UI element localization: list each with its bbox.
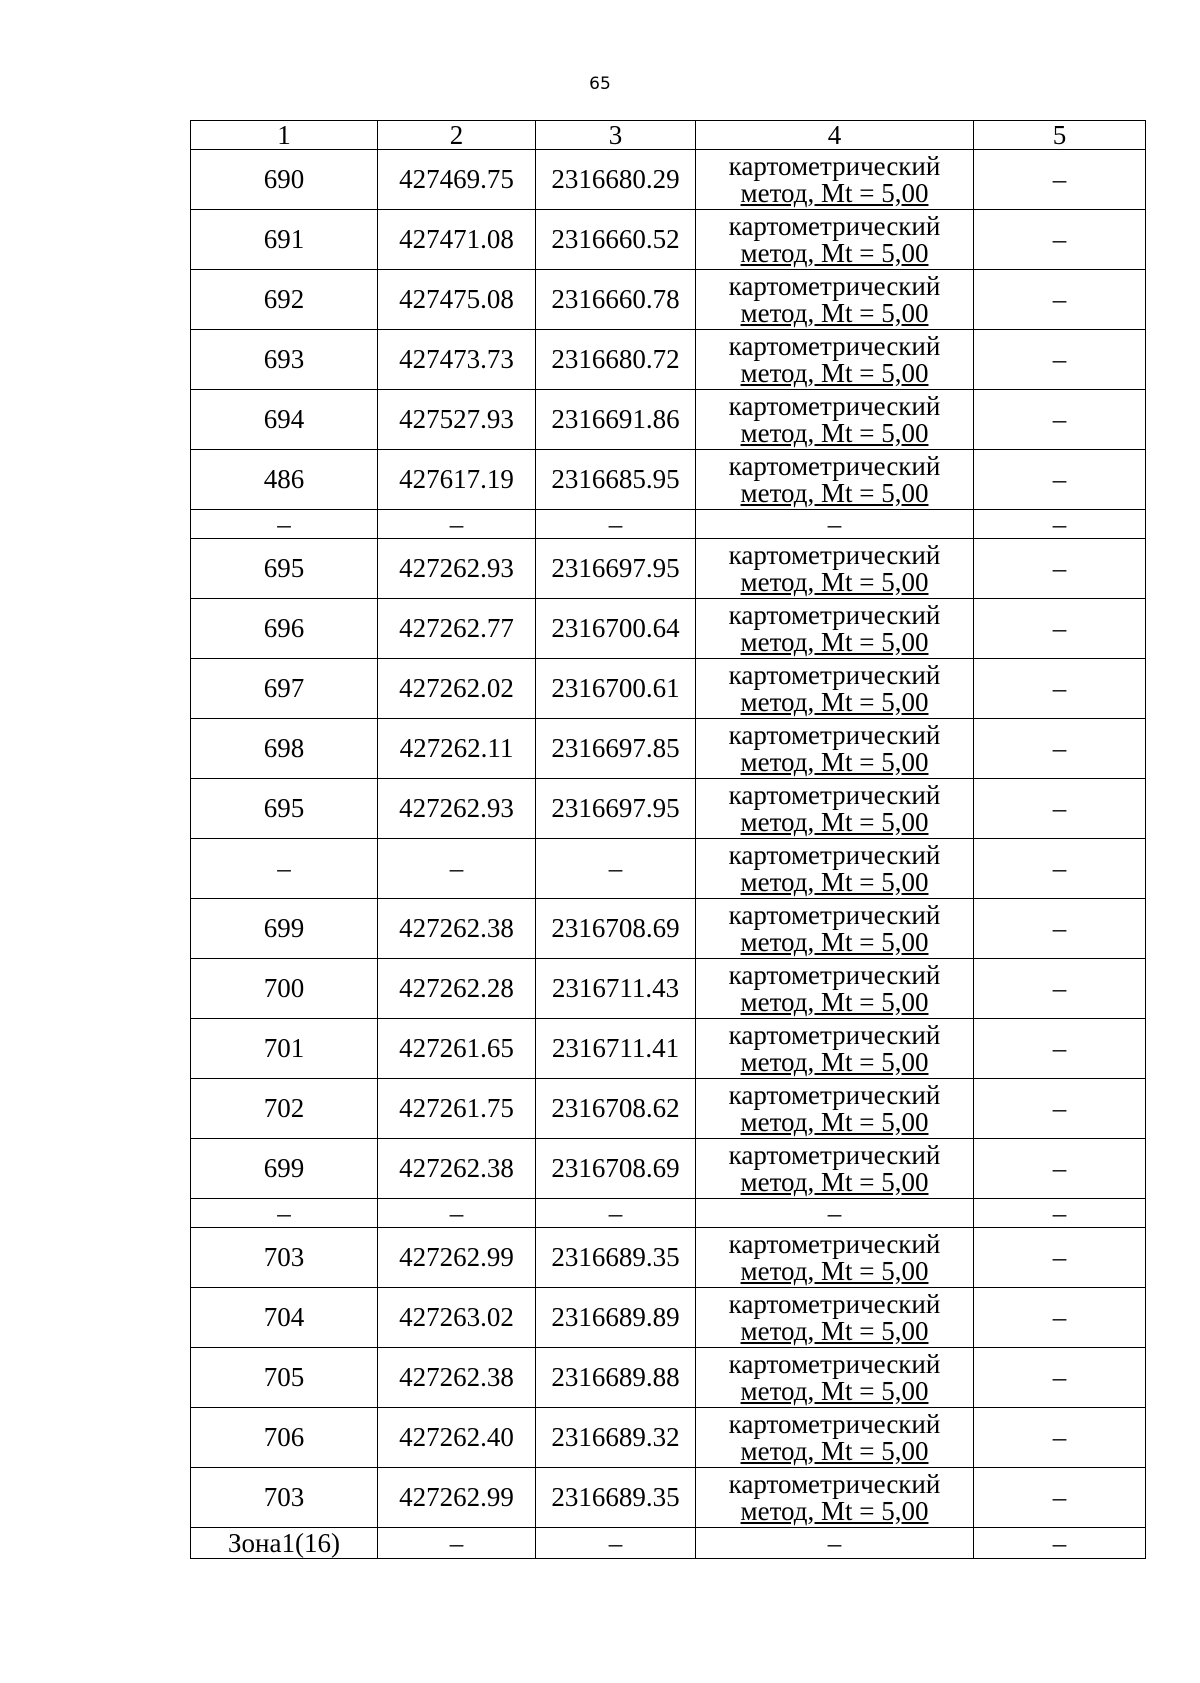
x-coordinate-cell: 427262.11 xyxy=(378,719,536,779)
x-coordinate-cell: 427527.93 xyxy=(378,390,536,450)
note-cell: – xyxy=(974,659,1146,719)
point-number-cell: 695 xyxy=(191,779,378,839)
method-line-1: картометрический xyxy=(728,390,941,421)
note-cell: – xyxy=(974,150,1146,210)
y-coordinate-cell: 2316697.95 xyxy=(536,779,696,839)
y-coordinate-cell: 2316689.88 xyxy=(536,1348,696,1408)
x-coordinate-cell: – xyxy=(378,1528,536,1559)
header-cell-5: 5 xyxy=(974,121,1146,150)
note-cell: – xyxy=(974,1528,1146,1559)
method-line-1: картометрический xyxy=(728,210,941,241)
method-line-2: метод, Mt = 5,00 xyxy=(740,566,929,597)
note-cell: – xyxy=(974,210,1146,270)
method-cell xyxy=(696,959,974,1019)
method-line-1: картометрический xyxy=(728,450,941,481)
method-cell xyxy=(696,899,974,959)
method-line-2: метод, Mt = 5,00 xyxy=(740,746,929,777)
y-coordinate-cell: – xyxy=(536,839,696,899)
method-line-2: метод, Mt = 5,00 xyxy=(740,1315,929,1346)
point-number-cell: 704 xyxy=(191,1288,378,1348)
method-cell xyxy=(696,1288,974,1348)
method-line-1: картометрический xyxy=(728,270,941,301)
table-row xyxy=(191,150,1146,210)
x-coordinate-cell: 427262.99 xyxy=(378,1468,536,1528)
method-cell xyxy=(696,450,974,510)
point-number-cell: 696 xyxy=(191,599,378,659)
y-coordinate-cell: 2316708.62 xyxy=(536,1079,696,1139)
y-coordinate-cell: – xyxy=(536,1528,696,1559)
method-line-1: картометрический xyxy=(728,1408,941,1439)
method-line-1: картометрический xyxy=(728,330,941,361)
table-row xyxy=(191,270,1146,330)
note-cell: – xyxy=(974,1348,1146,1408)
x-coordinate-cell: 427262.99 xyxy=(378,1228,536,1288)
y-coordinate-cell: 2316711.41 xyxy=(536,1019,696,1079)
method-line-1: картометрический xyxy=(728,899,941,930)
table-row xyxy=(191,959,1146,1019)
point-number-cell: 693 xyxy=(191,330,378,390)
method-cell xyxy=(696,1228,974,1288)
table-row xyxy=(191,390,1146,450)
method-cell xyxy=(696,719,974,779)
x-coordinate-cell: 427471.08 xyxy=(378,210,536,270)
header-cell-1: 1 xyxy=(191,121,378,150)
x-coordinate-cell: – xyxy=(378,1199,536,1228)
x-coordinate-cell: 427262.38 xyxy=(378,1139,536,1199)
method-line-2: метод, Mt = 5,00 xyxy=(740,866,929,897)
method-cell xyxy=(696,1408,974,1468)
method-line-2: метод, Mt = 5,00 xyxy=(740,986,929,1017)
y-coordinate-cell: 2316700.64 xyxy=(536,599,696,659)
y-coordinate-cell: – xyxy=(536,510,696,539)
method-line-2: метод, Mt = 5,00 xyxy=(740,1435,929,1466)
table-row xyxy=(191,659,1146,719)
x-coordinate-cell: 427262.38 xyxy=(378,1348,536,1408)
table-row xyxy=(191,1079,1146,1139)
method-line-1: картометрический xyxy=(728,959,941,990)
note-cell: – xyxy=(974,1408,1146,1468)
x-coordinate-cell: 427262.77 xyxy=(378,599,536,659)
header-cell-2: 2 xyxy=(378,121,536,150)
separator-row xyxy=(191,510,1146,539)
note-cell: – xyxy=(974,539,1146,599)
method-line-2: метод, Mt = 5,00 xyxy=(740,626,929,657)
y-coordinate-cell: 2316689.89 xyxy=(536,1288,696,1348)
method-cell xyxy=(696,1348,974,1408)
method-line-2: метод, Mt = 5,00 xyxy=(740,1495,929,1526)
method-cell xyxy=(696,599,974,659)
table-row xyxy=(191,210,1146,270)
method-cell xyxy=(696,1079,974,1139)
note-cell: – xyxy=(974,1139,1146,1199)
point-number-cell: 695 xyxy=(191,539,378,599)
method-cell xyxy=(696,270,974,330)
point-number-cell: 703 xyxy=(191,1468,378,1528)
table-row xyxy=(191,1019,1146,1079)
point-number-cell: 690 xyxy=(191,150,378,210)
method-cell: – xyxy=(696,1528,974,1559)
method-line-2: метод, Mt = 5,00 xyxy=(740,1046,929,1077)
point-number-cell: – xyxy=(191,510,378,539)
method-line-2: метод, Mt = 5,00 xyxy=(740,1106,929,1137)
note-cell: – xyxy=(974,1228,1146,1288)
table-row xyxy=(191,539,1146,599)
note-cell: – xyxy=(974,1079,1146,1139)
zone-total-row xyxy=(191,1528,1146,1559)
y-coordinate-cell: 2316689.35 xyxy=(536,1228,696,1288)
x-coordinate-cell: 427262.28 xyxy=(378,959,536,1019)
table-row xyxy=(191,839,1146,899)
method-cell xyxy=(696,210,974,270)
table-row xyxy=(191,1408,1146,1468)
method-cell xyxy=(696,1468,974,1528)
point-number-cell: 700 xyxy=(191,959,378,1019)
header-cell-3: 3 xyxy=(536,121,696,150)
x-coordinate-cell: 427469.75 xyxy=(378,150,536,210)
table-row xyxy=(191,1139,1146,1199)
table-row xyxy=(191,719,1146,779)
method-cell xyxy=(696,839,974,899)
point-number-cell: 703 xyxy=(191,1228,378,1288)
note-cell: – xyxy=(974,390,1146,450)
method-line-1: картометрический xyxy=(728,719,941,750)
page-number: 65 xyxy=(589,74,611,94)
point-number-cell: 692 xyxy=(191,270,378,330)
coordinates-table xyxy=(190,120,1146,1559)
y-coordinate-cell: 2316689.32 xyxy=(536,1408,696,1468)
method-cell xyxy=(696,390,974,450)
method-line-2: метод, Mt = 5,00 xyxy=(740,417,929,448)
point-number-cell: 702 xyxy=(191,1079,378,1139)
note-cell: – xyxy=(974,1019,1146,1079)
method-cell: – xyxy=(696,510,974,539)
method-line-2: метод, Mt = 5,00 xyxy=(740,926,929,957)
point-number-cell: 706 xyxy=(191,1408,378,1468)
point-number-cell: 694 xyxy=(191,390,378,450)
y-coordinate-cell: 2316691.86 xyxy=(536,390,696,450)
table-row xyxy=(191,1228,1146,1288)
method-cell xyxy=(696,1019,974,1079)
y-coordinate-cell: 2316700.61 xyxy=(536,659,696,719)
method-cell xyxy=(696,150,974,210)
method-line-2: метод, Mt = 5,00 xyxy=(740,297,929,328)
method-cell xyxy=(696,659,974,719)
method-line-1: картометрический xyxy=(728,659,941,690)
y-coordinate-cell: 2316660.52 xyxy=(536,210,696,270)
table-row xyxy=(191,899,1146,959)
method-line-1: картометрический xyxy=(728,539,941,570)
method-line-2: метод, Mt = 5,00 xyxy=(740,1375,929,1406)
method-line-2: метод, Mt = 5,00 xyxy=(740,686,929,717)
method-line-1: картометрический xyxy=(728,1079,941,1110)
table-row xyxy=(191,599,1146,659)
method-line-1: картометрический xyxy=(728,1139,941,1170)
method-line-2: метод, Mt = 5,00 xyxy=(740,806,929,837)
method-line-1: картометрический xyxy=(728,1019,941,1050)
x-coordinate-cell: 427262.40 xyxy=(378,1408,536,1468)
table-row xyxy=(191,330,1146,390)
separator-row xyxy=(191,1199,1146,1228)
point-number-cell: Зона1(16) xyxy=(191,1528,378,1559)
y-coordinate-cell: 2316708.69 xyxy=(536,1139,696,1199)
note-cell: – xyxy=(974,719,1146,779)
point-number-cell: 697 xyxy=(191,659,378,719)
point-number-cell: 699 xyxy=(191,899,378,959)
point-number-cell: 701 xyxy=(191,1019,378,1079)
y-coordinate-cell: 2316660.78 xyxy=(536,270,696,330)
note-cell: – xyxy=(974,330,1146,390)
y-coordinate-cell: 2316697.85 xyxy=(536,719,696,779)
note-cell: – xyxy=(974,1468,1146,1528)
note-cell: – xyxy=(974,839,1146,899)
point-number-cell: 699 xyxy=(191,1139,378,1199)
x-coordinate-cell: 427262.02 xyxy=(378,659,536,719)
x-coordinate-cell: 427262.93 xyxy=(378,779,536,839)
point-number-cell: 705 xyxy=(191,1348,378,1408)
note-cell: – xyxy=(974,599,1146,659)
x-coordinate-cell: 427261.65 xyxy=(378,1019,536,1079)
x-coordinate-cell: 427262.93 xyxy=(378,539,536,599)
note-cell: – xyxy=(974,1199,1146,1228)
method-line-2: метод, Mt = 5,00 xyxy=(740,237,929,268)
table-row xyxy=(191,779,1146,839)
method-line-1: картометрический xyxy=(728,1468,941,1499)
point-number-cell: 691 xyxy=(191,210,378,270)
y-coordinate-cell: 2316697.95 xyxy=(536,539,696,599)
x-coordinate-cell: 427261.75 xyxy=(378,1079,536,1139)
x-coordinate-cell: 427475.08 xyxy=(378,270,536,330)
y-coordinate-cell: – xyxy=(536,1199,696,1228)
method-line-2: метод, Mt = 5,00 xyxy=(740,357,929,388)
header-cell-4: 4 xyxy=(696,121,974,150)
x-coordinate-cell: – xyxy=(378,839,536,899)
note-cell: – xyxy=(974,899,1146,959)
method-line-1: картометрический xyxy=(728,779,941,810)
method-cell xyxy=(696,539,974,599)
note-cell: – xyxy=(974,270,1146,330)
point-number-cell: 486 xyxy=(191,450,378,510)
note-cell: – xyxy=(974,1288,1146,1348)
method-line-1: картометрический xyxy=(728,1228,941,1259)
method-line-1: картометрический xyxy=(728,150,941,181)
point-number-cell: – xyxy=(191,1199,378,1228)
method-line-2: метод, Mt = 5,00 xyxy=(740,1255,929,1286)
y-coordinate-cell: 2316685.95 xyxy=(536,450,696,510)
y-coordinate-cell: 2316680.29 xyxy=(536,150,696,210)
method-cell xyxy=(696,779,974,839)
method-line-2: метод, Mt = 5,00 xyxy=(740,177,929,208)
note-cell: – xyxy=(974,779,1146,839)
table-row xyxy=(191,1348,1146,1408)
x-coordinate-cell: – xyxy=(378,510,536,539)
x-coordinate-cell: 427263.02 xyxy=(378,1288,536,1348)
method-cell xyxy=(696,330,974,390)
method-line-1: картометрический xyxy=(728,839,941,870)
method-line-2: метод, Mt = 5,00 xyxy=(740,1166,929,1197)
y-coordinate-cell: 2316689.35 xyxy=(536,1468,696,1528)
y-coordinate-cell: 2316708.69 xyxy=(536,899,696,959)
y-coordinate-cell: 2316711.43 xyxy=(536,959,696,1019)
method-line-1: картометрический xyxy=(728,1288,941,1319)
method-line-1: картометрический xyxy=(728,599,941,630)
method-cell xyxy=(696,1139,974,1199)
point-number-cell: – xyxy=(191,839,378,899)
method-line-1: картометрический xyxy=(728,1348,941,1379)
note-cell: – xyxy=(974,450,1146,510)
table-row xyxy=(191,1288,1146,1348)
y-coordinate-cell: 2316680.72 xyxy=(536,330,696,390)
point-number-cell: 698 xyxy=(191,719,378,779)
note-cell: – xyxy=(974,510,1146,539)
table-row xyxy=(191,1468,1146,1528)
table-body xyxy=(191,150,1146,1559)
note-cell: – xyxy=(974,959,1146,1019)
x-coordinate-cell: 427617.19 xyxy=(378,450,536,510)
method-cell: – xyxy=(696,1199,974,1228)
method-line-2: метод, Mt = 5,00 xyxy=(740,477,929,508)
x-coordinate-cell: 427473.73 xyxy=(378,330,536,390)
x-coordinate-cell: 427262.38 xyxy=(378,899,536,959)
table-row xyxy=(191,450,1146,510)
table-header-row xyxy=(191,121,1146,150)
